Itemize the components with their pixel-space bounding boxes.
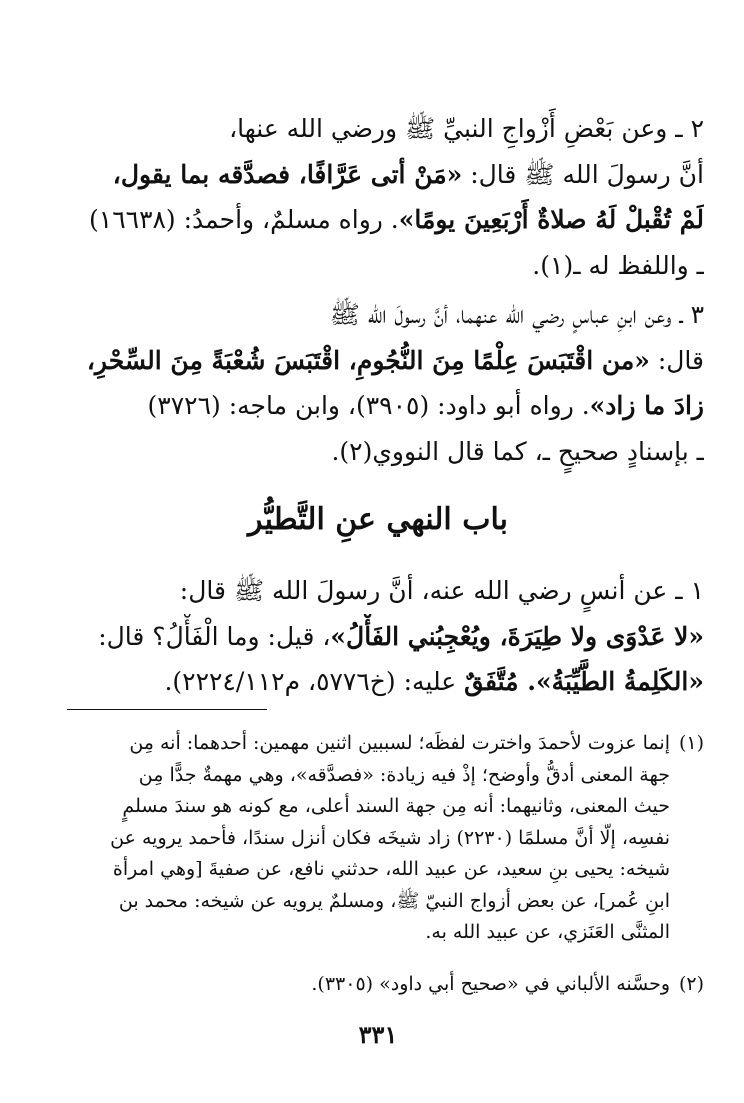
footnote-1-line-5: شيخه: يحيى بنِ سعيد، عن عبيد الله، حدثني نافع، عن صفيةَ [وهي امرأة	[112, 858, 670, 880]
footnote-1-line-3: حيث المعنى، وثانيهما: أنه مِن جهة السند أعلى، مع كونه هو سندَ مسلمٍ	[122, 795, 670, 817]
hadith-2-line-4: ـ واللفظ له ـ(١).	[532, 250, 704, 280]
footnote-1-line-1	[52, 728, 704, 760]
hadith-3-line-3	[52, 383, 704, 429]
hadith-3-source: . رواه أبو داود: (٣٩٠٥)، وابن ماجه: (٣٧٢٦)	[147, 391, 590, 420]
footnote-1-line-6: ابنِ عُمر]، عن بعض أزواج النبيّ ﷺ، ومسلمٌ يرويه عن شيخه: محمد بن	[118, 889, 670, 912]
hadith-1-line-1: ١ ـ عن أنسٍ رضي الله عنه، أنَّ رسولَ الله ﷺ قال:	[179, 576, 704, 605]
footnote-1-text-1: إنما عزوت لأحمدَ واخترت لفظَه؛ لسببين اثنين مهمين: أحدهما: أنه مِن	[129, 732, 670, 754]
footnote-2-line-1	[52, 969, 704, 1001]
book-page	[52, 0, 704, 1103]
footnote-2-marker: (٢)	[678, 973, 704, 995]
hadith-3-line-4: ـ بإسنادٍ صحيحٍ ـ، كما قال النووي(٢).	[331, 436, 704, 466]
hadith-paragraph-1	[52, 568, 704, 705]
hadith-1-question: ، قيل: وما الْفَأْلُ؟ قال:	[98, 621, 331, 651]
hadith-1-quote-part-2: «الكَلِمةُ الطَّيِّبَةُ». مُتَّفَقٌ	[464, 667, 704, 696]
footnote-1-marker: (١)	[678, 732, 704, 754]
footnote-1-line-7: المثنَّى العَنَزي، عن عبيد الله به.	[425, 921, 670, 943]
hadith-1-quote-part-1: «لا عَدْوَى ولا طِيَرَةَ، ويُعْجِبُني الفَأْلُ»	[330, 621, 704, 651]
hadith-1-source: عليه: (خ٥٧٧٦، م٢٢٢٤/١١٢).	[164, 667, 465, 696]
hadith-3-line-2	[52, 338, 704, 384]
hadith-2-quote-part-1: «مَنْ أتى عَرَّافًا، فصدَّقه بما يقول،	[112, 159, 463, 189]
hadith-2-intro: أنَّ رسولَ الله ﷺ قال:	[462, 159, 704, 189]
hadith-3-quote-part-1: «من اقْتَبَسَ عِلْمًا مِنَ النُّجُومِ، اقْتَبَسَ شُعْبَةً مِنَ السِّحْرِ،	[86, 345, 650, 375]
footnote-2-text-1: وحسَّنه الألباني في «صحيح أبي داود» (٣٣٠٥).	[311, 973, 670, 995]
hadith-paragraph-3	[52, 292, 704, 474]
hadith-2-line-1: ٢ ـ وعن بَعْضِ أَزْواجِ النبيِّ ﷺ ورضي الله عنها،	[229, 114, 704, 143]
hadith-1-line-2	[52, 614, 704, 660]
hadith-2-line-2	[52, 152, 704, 198]
footnote-1-line-2: جهة المعنى أدقُّ وأوضح؛ إذْ فيه زيادة: «فصدَّقه»، وهي مهمةٌ جدًّا مِن	[138, 763, 670, 786]
hadith-2-line-3	[52, 197, 704, 243]
hadith-3-intro: قال:	[649, 345, 704, 375]
chapter-title: باب النهي عنِ التَّطيُّر	[248, 502, 508, 537]
hadith-3-quote-part-2: زادَ ما زاد»	[589, 391, 704, 420]
hadith-2-source: . رواه مسلمٌ، وأحمدُ: (١٦٦٣٨)	[89, 205, 399, 234]
hadith-3-line-1: ٣ ـ وعن ابنِ عباسٍ رضي الله عنهما، أنَّ رسولَ الله ﷺ	[329, 300, 704, 329]
hadith-1-line-3	[52, 659, 704, 705]
footnote-1	[52, 728, 704, 949]
page-number: ٣٣١	[358, 1020, 398, 1049]
footnote-2	[52, 969, 704, 1001]
footnote-1-line-4: نفسِه، إلَّا أنَّ مسلمًا (٢٢٣٠) زاد شيخَه فكان أنزل سندًا، فأحمد يرويه عن	[110, 826, 670, 849]
footnote-separator	[67, 709, 267, 710]
hadith-paragraph-2	[52, 106, 704, 288]
hadith-2-quote-part-2: لَمْ تُقْبلْ لَهُ صلاةٌ أَرْبَعِينَ يومًا»	[398, 205, 704, 234]
